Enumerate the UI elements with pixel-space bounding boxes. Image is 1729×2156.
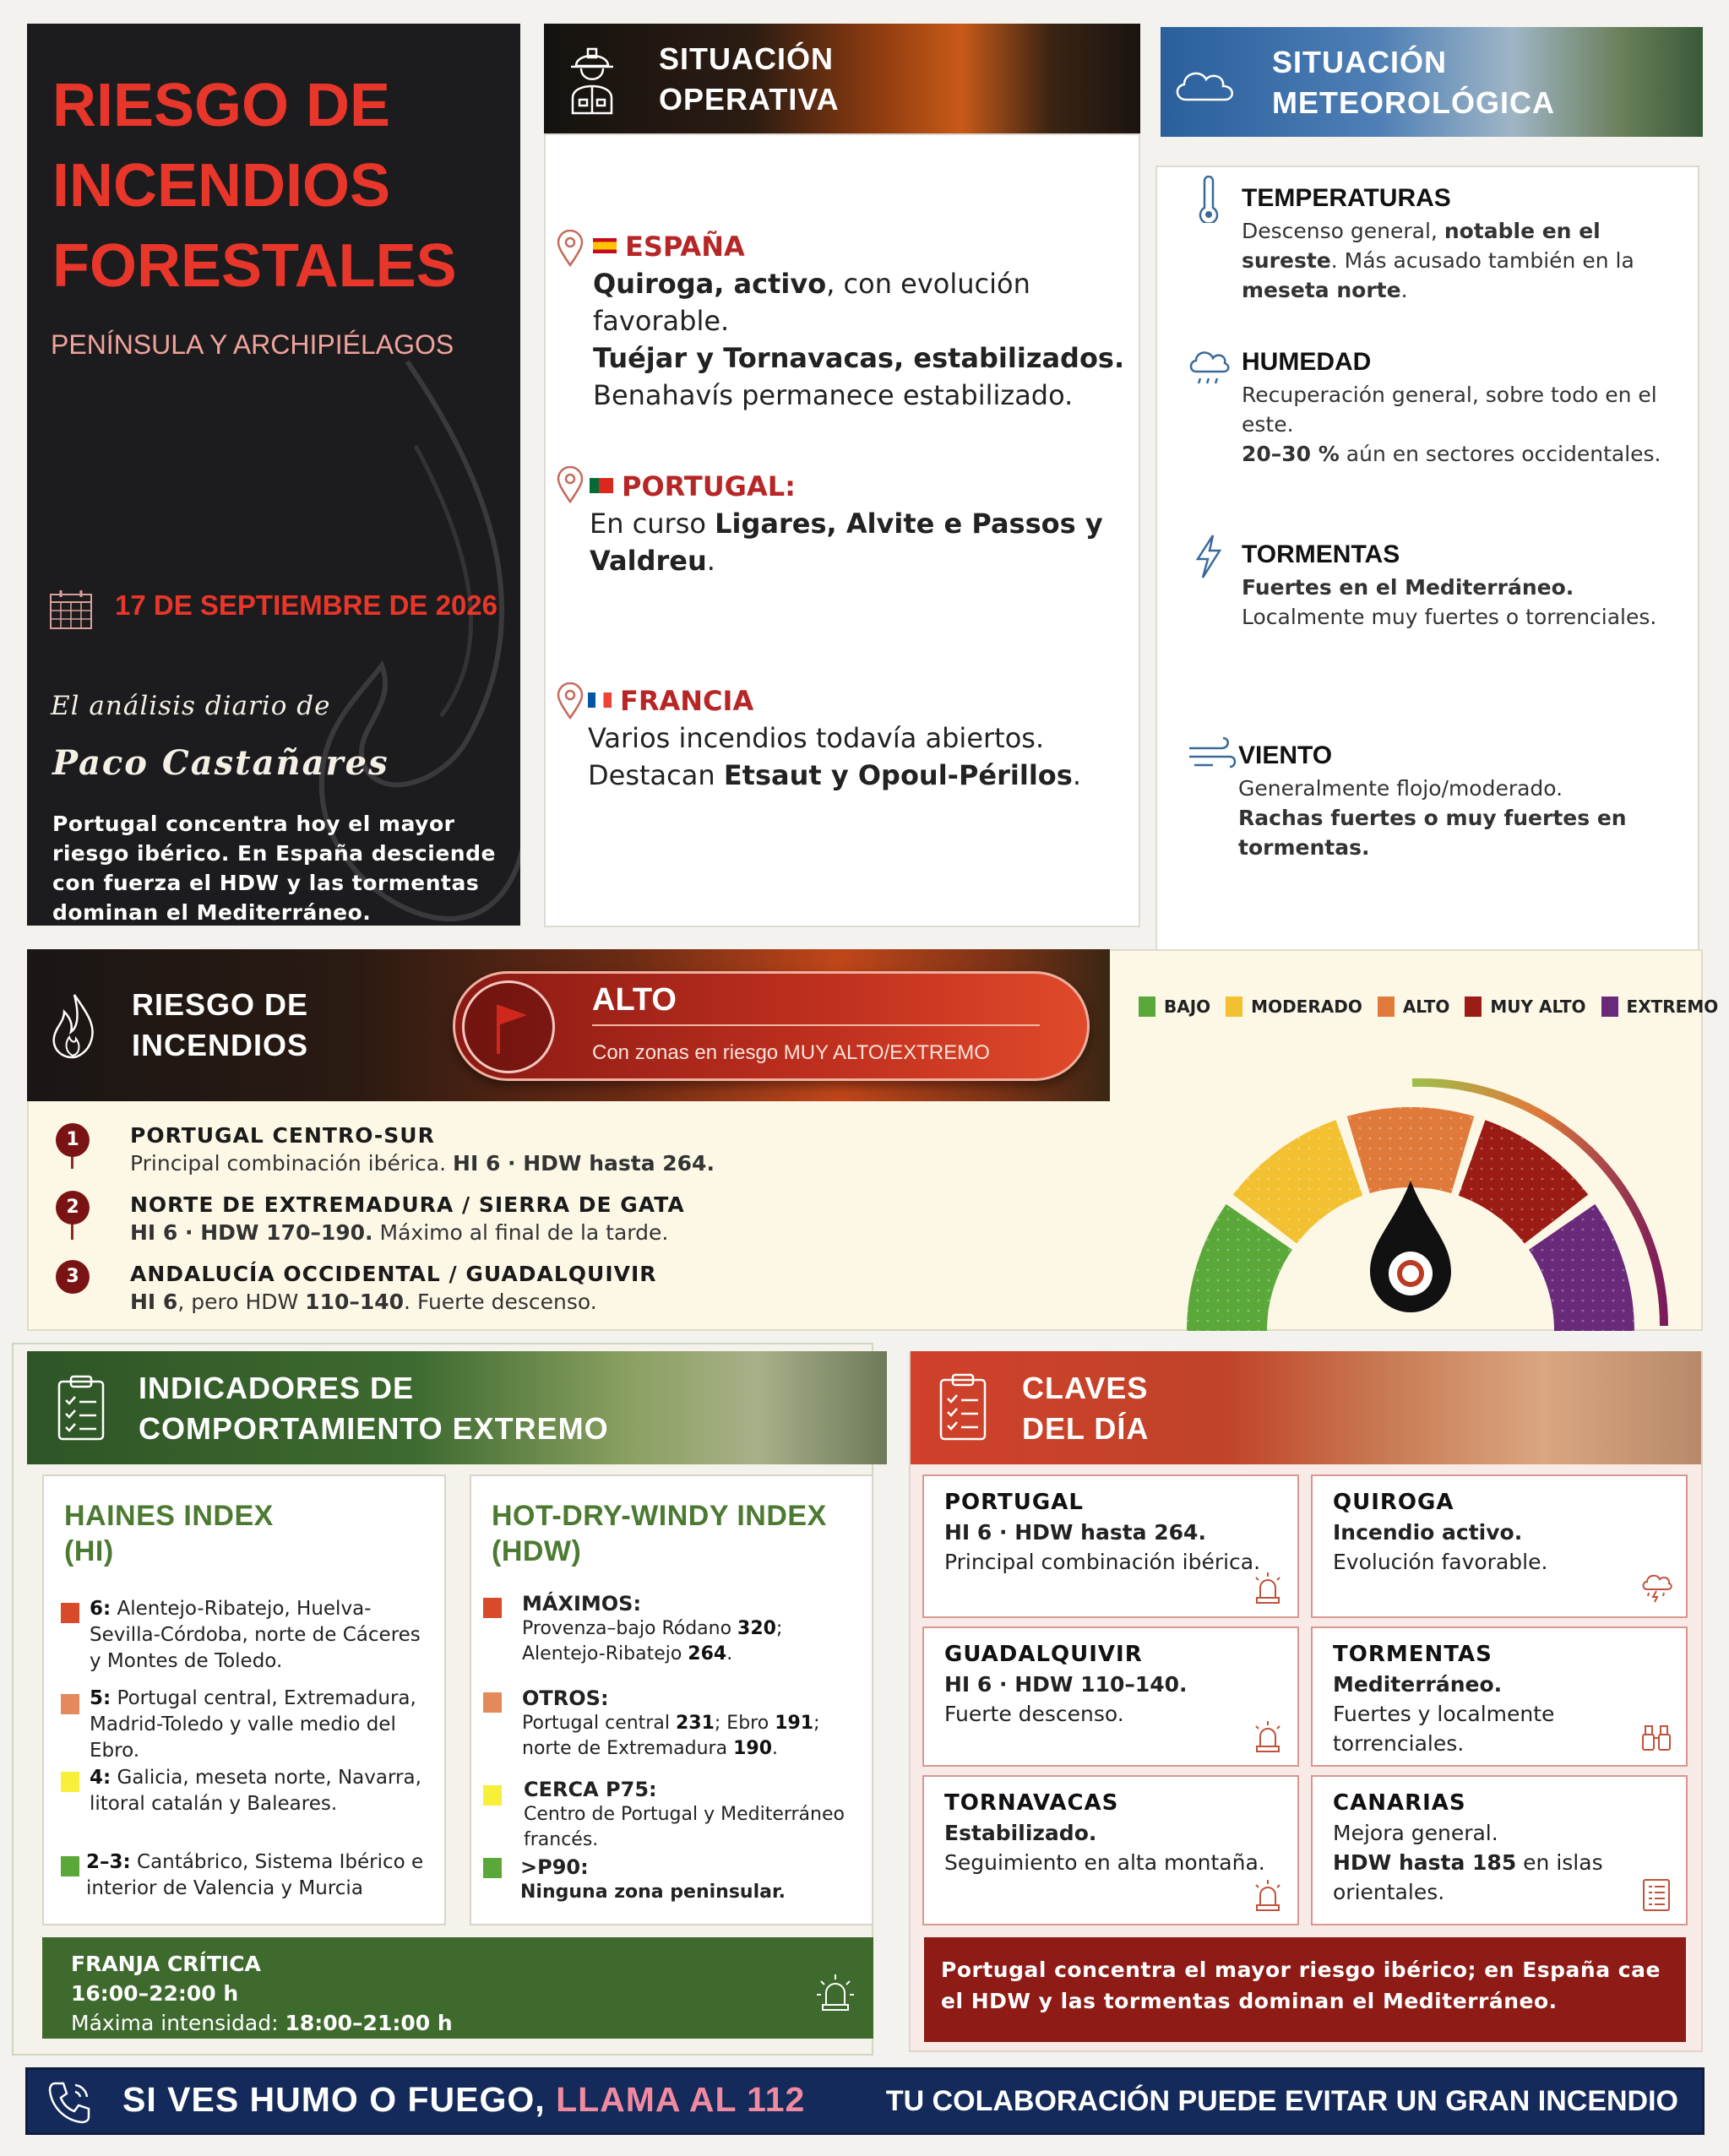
footer-tagline: TU COLABORACIÓN PUEDE EVITAR UN GRAN INCENDIO	[885, 2085, 1678, 2117]
cloud-icon	[1171, 62, 1238, 105]
intro-label: El análisis diario de	[51, 691, 331, 721]
meteo-temperaturas: TEMPERATURAS Descenso general, notable en el sureste. Más acusado también en la meseta norte.	[1242, 184, 1634, 302]
haines-swatch	[61, 1694, 79, 1714]
france-flag-icon	[588, 692, 612, 708]
indicators-title: INDICADORES DE COMPORTAMIENTO EXTREMO	[139, 1371, 609, 1446]
haines-row: 5: Portugal central, Extremadura, Madrid-Toledo y valle medio del Ebro.	[90, 1687, 416, 1762]
meteo-viento: VIENTO Generalmente flojo/moderado. Rachas fuertes o muy fuertes en tormentas.	[1238, 741, 1627, 860]
lightning-icon	[1188, 532, 1230, 579]
haines-row: 2–3: Cantábrico, Sistema Ibérico e interior de Valencia y Murcia	[86, 1851, 424, 1899]
hdw-swatch	[483, 1858, 502, 1878]
country-france: FRANCIA Varios incendios todavía abiertos. Destacan Etsaut y Opoul-Périllos.	[588, 685, 1081, 791]
hdw-row: OTROS: Portugal central 231; Ebro 191; norte de Extremadura 190.	[522, 1686, 820, 1759]
country-spain: ESPAÑA Quiroga, activo, con evolución favorable. Tuéjar y Tornavacas, estabilizados. Benahavís permanece estabilizado.	[593, 231, 1125, 411]
meteo-humedad: HUMEDAD Recuperación general, sobre todo en el este. 20–30 % aún en sectores occidentales.	[1242, 348, 1661, 466]
hdw-card	[470, 1474, 873, 1925]
calendar-icon	[49, 589, 93, 630]
legend-swatch	[1465, 997, 1482, 1017]
emergency-footer	[25, 2067, 1705, 2135]
location-pin-icon	[556, 230, 584, 267]
critical-window-title: FRANJA CRÍTICA	[71, 1952, 261, 1976]
clave-card: CANARIAS Mejora general. HDW hasta 185 en islas orientales.	[1311, 1775, 1688, 1925]
legend-swatch	[1226, 997, 1242, 1017]
clave-card: TORNAVACAS Estabilizado. Seguimiento en alta montaña.	[922, 1775, 1299, 1925]
siren-icon	[816, 1973, 855, 2012]
clipboard-icon	[56, 1375, 106, 1442]
meteo-title: SITUACIÓN METEOROLÓGICA	[1272, 45, 1555, 120]
indicators-header	[27, 1351, 887, 1464]
storm-cloud-icon	[1640, 1571, 1672, 1605]
risk-list	[27, 1101, 1110, 1329]
page-title: RIESGO DE INCENDIOS FORESTALES	[52, 72, 457, 300]
risk-level-note: Con zonas en riesgo MUY ALTO/EXTREMO	[592, 1041, 990, 1064]
risk-gauge	[1183, 1073, 1672, 1331]
legend-item: EXTREMO	[1601, 997, 1719, 1017]
haines-row: 4: Galicia, meseta norte, Navarra, litoral catalán y Baleares.	[90, 1767, 421, 1815]
legend-swatch	[1378, 997, 1395, 1017]
firefighter-icon	[568, 42, 617, 115]
claves-title: CLAVES DEL DÍA	[1022, 1371, 1150, 1446]
legend-swatch	[1601, 997, 1618, 1017]
thermometer-icon	[1188, 176, 1230, 223]
haines-swatch	[61, 1856, 79, 1876]
critical-window-peak: Máxima intensidad: 18:00–21:00 h	[71, 2011, 453, 2035]
hdw-title: HOT-DRY-WINDY INDEX (HDW)	[492, 1500, 827, 1567]
hdw-swatch	[483, 1785, 502, 1806]
haines-title: HAINES INDEX (HI)	[64, 1500, 274, 1567]
rain-cloud-icon	[1188, 346, 1230, 394]
operativa-header	[544, 24, 1140, 133]
flag-marker-icon	[462, 980, 555, 1073]
hdw-row: >P90: Ninguna zona peninsular.	[520, 1855, 786, 1903]
flame-icon	[49, 993, 98, 1059]
spain-flag-icon	[593, 238, 617, 253]
author-name: Paco Castañares	[52, 743, 389, 783]
risk-title: RIESGO DE INCENDIOS	[132, 987, 309, 1062]
title-panel	[27, 24, 520, 926]
page-subtitle: PENÍNSULA Y ARCHIPIÉLAGOS	[51, 329, 454, 360]
legend-swatch	[1139, 997, 1155, 1017]
legend-item: MODERADO	[1226, 997, 1362, 1017]
clave-card: TORMENTAS Mediterráneo. Fuertes y localmente torrenciales.	[1311, 1627, 1688, 1767]
risk-level-badge	[453, 971, 1090, 1081]
location-pin-icon	[556, 682, 584, 720]
operativa-title: SITUACIÓN OPERATIVA	[659, 41, 840, 117]
hdw-swatch	[483, 1692, 502, 1713]
country-portugal: PORTUGAL: En curso Ligares, Alvite e Passos y Valdreu.	[590, 470, 1103, 577]
clipboard-icon	[938, 1373, 988, 1442]
risk-item-number: 3	[56, 1260, 90, 1294]
meteo-header	[1161, 27, 1703, 137]
haines-card	[42, 1474, 446, 1925]
clave-card: GUADALQUIVIR HI 6 · HDW 110–140. Fuerte descenso.	[922, 1627, 1299, 1767]
risk-item: NORTE DE EXTREMADURA / SIERRA DE GATA HI 6 · HDW 170–190. Máximo al final de la tarde.	[130, 1192, 685, 1245]
claves-summary: Portugal concentra el mayor riesgo ibérico; en España cae el HDW y las tormentas dominan el Mediterráneo.	[924, 1937, 1686, 2042]
gauge-segment-texture	[1347, 1107, 1475, 1193]
risk-item: PORTUGAL CENTRO-SUR Principal combinación ibérica. HI 6 · HDW hasta 264.	[130, 1123, 715, 1176]
hdw-swatch	[483, 1598, 502, 1618]
meteo-tormentas: TORMENTAS Fuertes en el Mediterráneo. Localmente muy fuertes o torrenciales.	[1242, 540, 1657, 629]
haines-swatch	[61, 1603, 79, 1623]
legend-item: BAJO	[1139, 997, 1210, 1017]
clave-card: PORTUGAL HI 6 · HDW hasta 264. Principal combinación ibérica.	[922, 1474, 1299, 1618]
phone-icon	[46, 2078, 94, 2126]
legend-item: MUY ALTO	[1465, 997, 1585, 1017]
hdw-row: CERCA P75: Centro de Portugal y Mediterráneo francés.	[524, 1778, 845, 1850]
siren-icon	[1252, 1878, 1284, 1912]
gauge-drop-icon	[1370, 1181, 1451, 1312]
haines-swatch	[61, 1772, 79, 1792]
clave-card: QUIROGA Incendio activo. Evolución favorable.	[1311, 1474, 1688, 1618]
claves-header	[911, 1351, 1701, 1464]
risk-level-divider	[592, 1024, 1040, 1026]
risk-item-number: 2	[56, 1191, 90, 1225]
title-summary: Portugal concentra hoy el mayor riesgo ibérico. En España desciende con fuerza el HDW y las tormentas dominan el Mediterráneo.	[52, 812, 496, 925]
meteo-card	[1155, 166, 1699, 1066]
critical-window-box	[42, 1937, 873, 2039]
operativa-card	[544, 133, 1140, 927]
wind-icon	[1188, 731, 1238, 779]
risk-item: ANDALUCÍA OCCIDENTAL / GUADALQUIVIR HI 6, pero HDW 110–140. Fuerte descenso.	[130, 1262, 657, 1314]
critical-window-hours: 16:00–22:00 h	[71, 1981, 239, 2006]
report-date: 17 DE SEPTIEMBRE DE 2026	[115, 589, 498, 621]
checklist-icon	[1640, 1878, 1672, 1912]
risk-item-number: 1	[56, 1123, 90, 1157]
location-pin-icon	[556, 466, 584, 503]
hdw-row: MÁXIMOS: Provenza–bajo Ródano 320; Alentejo-Ribatejo 264.	[522, 1592, 783, 1665]
legend-item: ALTO	[1378, 997, 1450, 1017]
binoculars-icon	[1640, 1719, 1672, 1753]
risk-legend	[1139, 997, 1718, 1017]
portugal-flag-icon	[590, 478, 613, 493]
siren-icon	[1252, 1719, 1284, 1753]
siren-icon	[1252, 1571, 1284, 1605]
emergency-call-text: SI VES HUMO O FUEGO, LLAMA AL 112	[122, 2080, 806, 2119]
risk-level-text: ALTO	[592, 982, 677, 1018]
haines-row: 6: Alentejo-Ribatejo, Huelva-Sevilla-Córdoba, norte de Cáceres y Montes de Toledo.	[90, 1598, 421, 1672]
